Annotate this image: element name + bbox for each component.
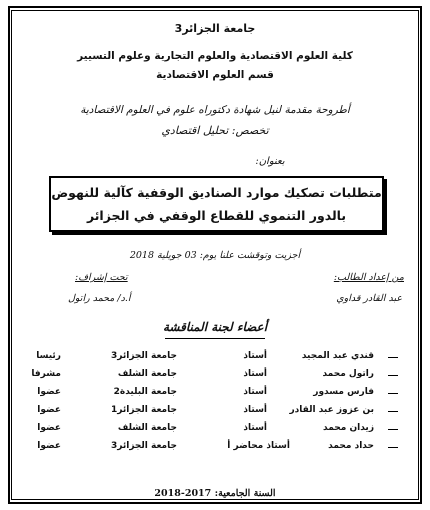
member-role: مشرفا	[31, 369, 61, 379]
student-label: من إعداد الطالب:	[333, 272, 404, 283]
member-rank: أستاذ	[243, 405, 267, 415]
row-dash	[388, 357, 398, 358]
member-role: عضوا	[37, 423, 61, 433]
member-institution: جامعة الجزائر1	[111, 405, 177, 415]
defense-date: أجزيت وتوقشت علنا يوم: 03 جويلية 2018	[129, 250, 301, 261]
member-institution: جامعة الشلف	[117, 369, 177, 379]
member-role: عضوا	[37, 387, 61, 397]
member-role: عضوا	[37, 441, 61, 451]
member-name: بن عزوز عبد القادر	[289, 405, 374, 415]
thesis-purpose: أطروحة مقدمة لنيل شهادة دكتوراه علوم في العلوم الاقتصادية	[80, 104, 350, 116]
thesis-title-line-1: متطلبات تصكيك موارد الصناديق الوقفية كآلية للنهوض	[51, 185, 382, 200]
member-institution: جامعة الجزائر3	[111, 351, 177, 361]
committee-heading: أعضاء لجنة المناقشة	[162, 320, 268, 334]
thesis-specialty: تخصص: تحليل اقتصادي	[161, 124, 269, 137]
student-name: عبد القادر قداوي	[336, 293, 402, 304]
university-name: جامعة الجزائر3	[174, 22, 256, 35]
row-dash	[388, 375, 398, 376]
row-dash	[388, 393, 398, 394]
supervisor-label: تحت إشراف:	[75, 272, 128, 283]
thesis-title-line-2: بالدور التنموي للقطاع الوقفي في الجزائر	[86, 208, 347, 223]
department-name: قسم العلوم الاقتصادية	[156, 69, 274, 81]
title-intro: بعنوان:	[255, 156, 285, 167]
member-rank: أستاذ	[243, 423, 267, 433]
member-role: رئيسا	[36, 351, 61, 361]
member-name: زيدان محمد	[323, 423, 374, 433]
committee-heading-underline	[165, 338, 265, 339]
row-dash	[388, 429, 398, 430]
academic-year: السنة الجامعية: 2017-2018	[154, 488, 276, 499]
member-institution: جامعة الجزائر3	[111, 441, 177, 451]
member-name: فارس مسدور	[313, 387, 374, 397]
thesis-title-box	[49, 176, 384, 232]
supervisor-name: أ.د/ محمد راتول	[68, 293, 131, 304]
member-role: عضوا	[37, 405, 61, 415]
member-rank: أستاذ	[243, 351, 267, 361]
member-institution: جامعة البليدة2	[113, 387, 177, 397]
faculty-name: كلية العلوم الاقتصادية والعلوم التجارية وعلوم التسيير	[77, 50, 353, 62]
member-name: حداد محمد	[328, 441, 374, 451]
member-rank: أستاذ	[243, 369, 267, 379]
member-rank: أستاذ	[243, 387, 267, 397]
member-rank: أستاذ محاضر أ	[227, 441, 290, 451]
member-institution: جامعة الشلف	[117, 423, 177, 433]
row-dash	[388, 411, 398, 412]
member-name: قندي عبد المجيد	[301, 351, 374, 361]
member-name: راتول محمد	[322, 369, 374, 379]
row-dash	[388, 447, 398, 448]
